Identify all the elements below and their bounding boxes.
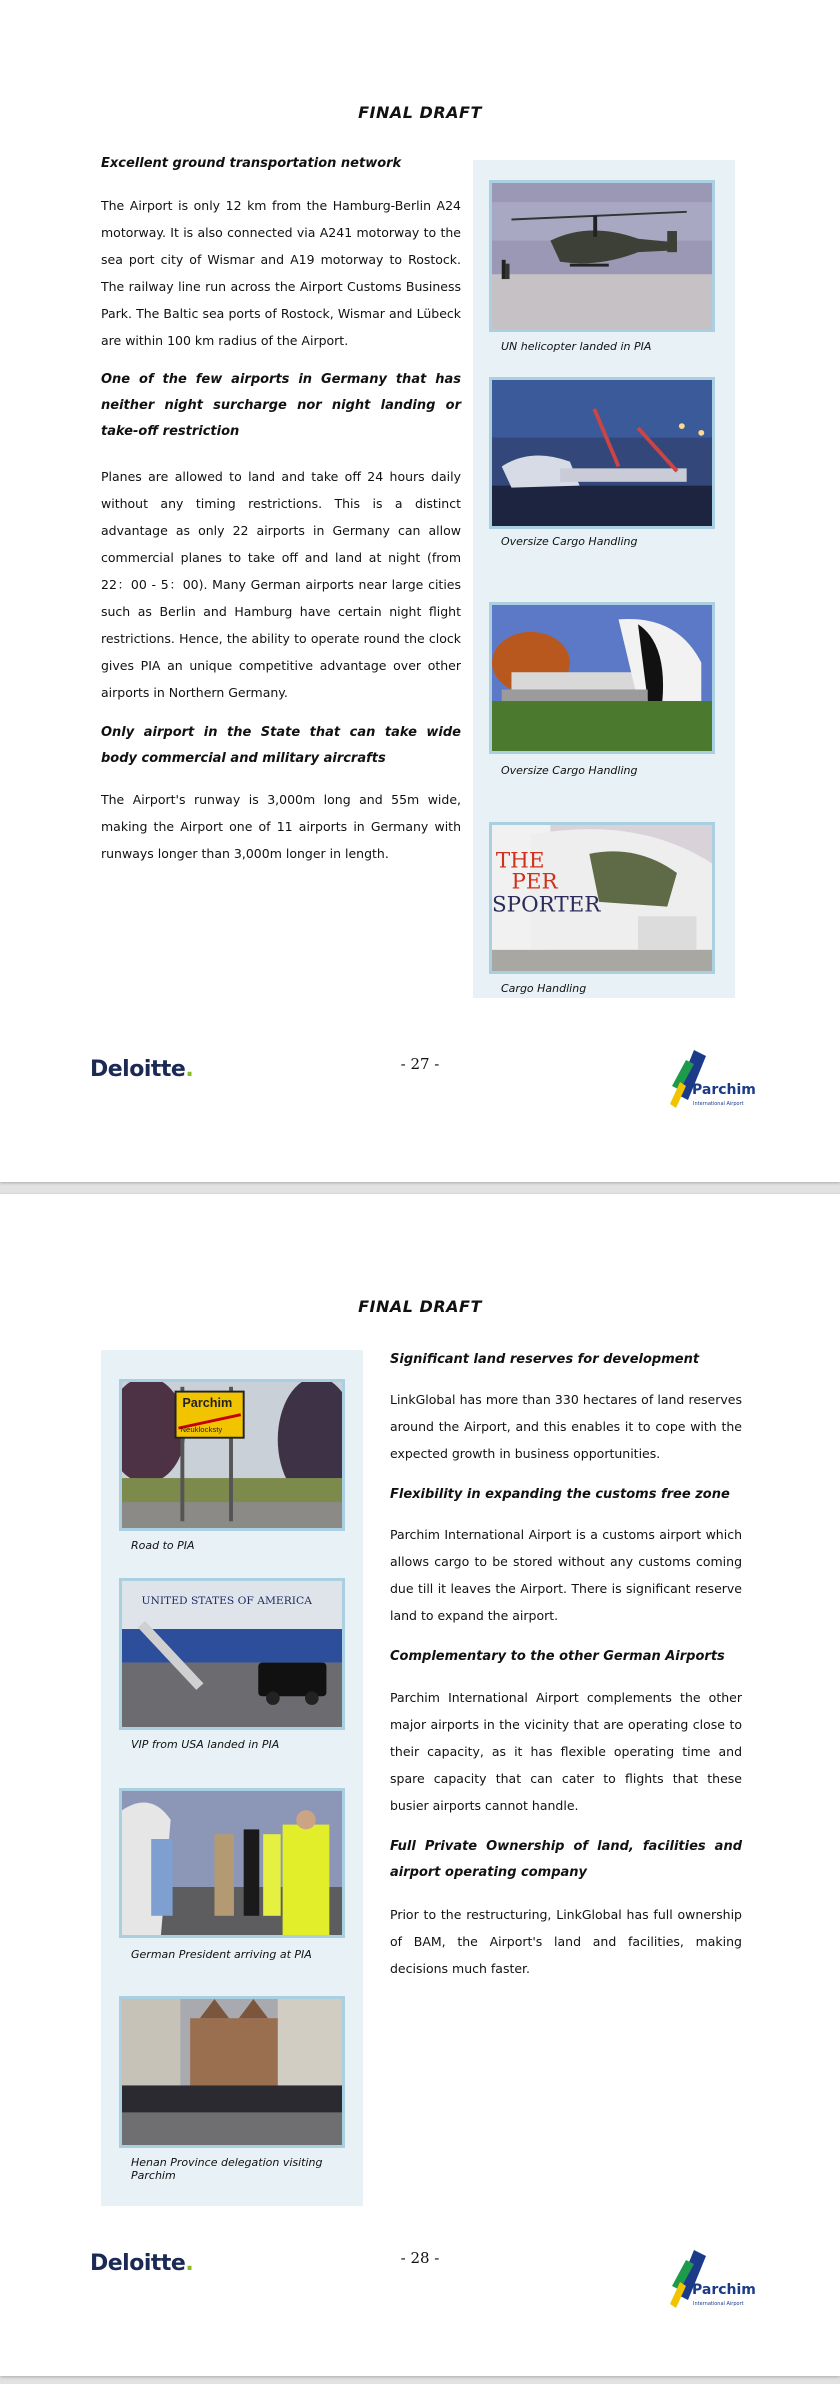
deloitte-dot: . [185,2251,194,2276]
sign-text: Neuklocksty [180,1424,223,1434]
final-draft-title: FINAL DRAFT [358,103,482,122]
parchim-logo-subtext: International Airport [693,1101,744,1107]
photo-german-president [119,1788,345,1938]
photo-caption: German President arriving at PIA [131,1948,312,1961]
parchim-logo-subtext: International Airport [693,2301,744,2307]
deloitte-logo [90,1057,193,1082]
page-27 [0,0,840,1182]
deloitte-wordmark: Deloitte [90,2251,186,2276]
section-heading: Only airport in the State that can take wide body commercial and military aircrafts [101,725,461,766]
deloitte-dot: . [185,1057,194,1082]
photo-caption: Henan Province delegation visiting Parchim [131,2156,323,2182]
deloitte-wordmark: Deloitte [90,1057,186,1082]
section-text: The Airport is only 12 km from the Hamburg-Berlin A24 motorway. It is also connected via A241 motorway to the sea port city of Wismar and A19 motorway to Rostock. The railway line run across the Airport Customs Business Park. The Baltic sea ports of Rostock, Wismar and Lübeck are within 100 km radius of the Airport. [101,198,461,348]
page-number: - 27 - [400,1055,440,1073]
sign-text: SPORTER [492,892,601,918]
parchim-logo [668,1046,754,1120]
photo-caption: Cargo Handling [501,982,587,995]
sign-text: PER [511,869,558,895]
photo-un-helicopter [489,180,715,332]
photo-oversize-cargo-day [489,602,715,754]
section-text: The Airport's runway is 3,000m long and 55m wide, making the Airport one of 11 airports in Germany with runways longer than 3,000m longer in length. [101,792,461,861]
sign-text: UNITED STATES OF AMERICA [141,1594,312,1608]
parchim-logo-text: Parchim [692,2282,756,2298]
page-28 [0,1194,840,2376]
sign-text: Parchim [182,1396,233,1410]
section-text: Prior to the restructuring, LinkGlobal has full ownership of BAM, the Airport's land and facilities, making decisions much faster. [390,1907,742,1976]
photo-caption: Oversize Cargo Handling [501,535,638,548]
photo-road-to-pia [119,1379,345,1531]
photo-caption: Road to PIA [131,1539,195,1552]
photo-caption: VIP from USA landed in PIA [131,1738,280,1751]
parchim-logo-text: Parchim [692,1082,756,1098]
deloitte-logo [90,2251,193,2276]
photo-cargo-handling [489,822,715,974]
section-heading: Complementary to the other German Airports [390,1649,725,1664]
photo-caption: UN helicopter landed in PIA [501,340,652,353]
section-heading: One of the few airports in Germany that has neither night surcharge nor night landing or take-off restriction [101,372,461,439]
sign-text: THE [495,848,545,874]
section-heading: Flexibility in expanding the customs free zone [390,1487,730,1502]
page-number: - 28 - [400,2249,440,2267]
section-text: Parchim International Airport is a customs airport which allows cargo to be stored without any customs coming due till it leaves the Airport. There is significant reserve land to expand the airport. [390,1527,742,1623]
photo-caption: Oversize Cargo Handling [501,764,638,777]
section-heading: Excellent ground transportation network [101,156,402,171]
photo-oversize-cargo-night [489,377,715,529]
photo-vip-from-usa [119,1578,345,1730]
section-text: Parchim International Airport complements the other major airports in the vicinity that are operating close to their capacity, as it has flexible operating time and spare capacity that can cater to flights that these busier airports cannot handle. [390,1690,742,1813]
final-draft-title: FINAL DRAFT [358,1297,482,1316]
photo-henan-delegation [119,1996,345,2148]
parchim-logo [668,2246,754,2320]
section-text: Planes are allowed to land and take off 24 hours daily without any timing restrictions. This is a distinct advantage as only 22 airports in Germany can allow commercial planes to take off and land at night (from 22：00 - 5：00). Many German airports near large cities such as Berlin and Hamburg have certain night flight restrictions. Hence, the ability to operate round the clock gives PIA an unique competitive advantage over other airports in Northern Germany. [101,469,461,700]
section-heading: Significant land reserves for development [390,1352,700,1367]
section-heading: Full Private Ownership of land, facilities and airport operating company [390,1839,742,1880]
section-text: LinkGlobal has more than 330 hectares of land reserves around the Airport, and this enables it to cope with the expected growth in business opportunities. [390,1392,742,1461]
